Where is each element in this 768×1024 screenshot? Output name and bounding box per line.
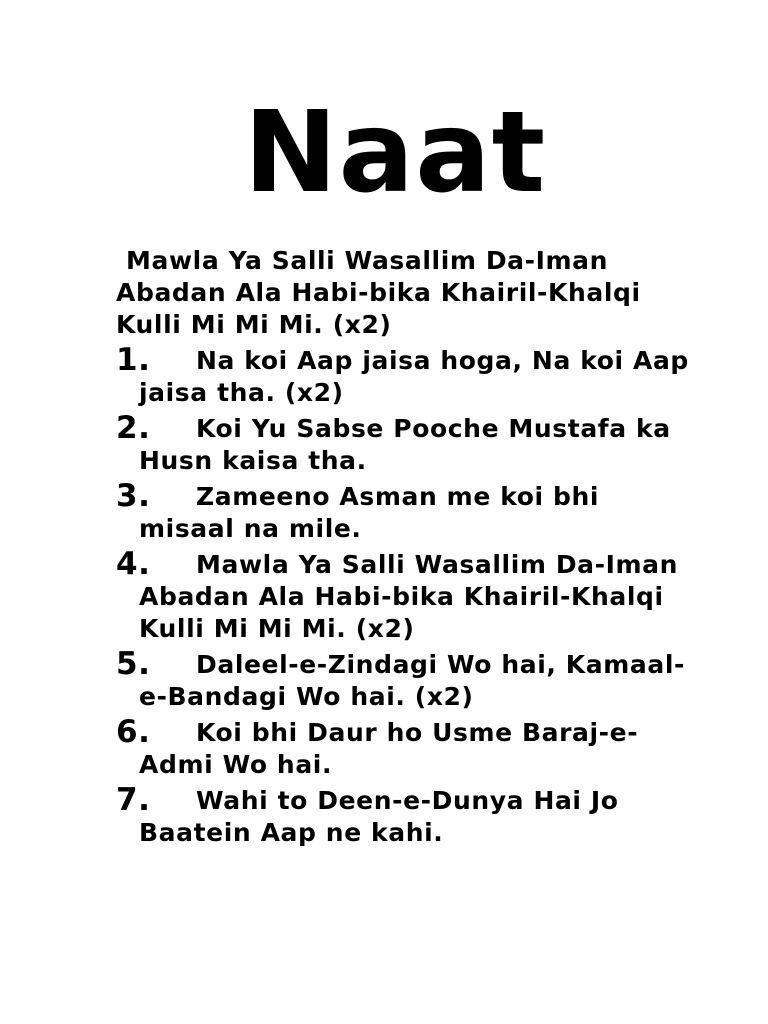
verse-text: Koi Yu Sabse Pooche Mustafa ka Husn kaisa tha. [139, 414, 671, 475]
list-item [116, 342, 696, 409]
verse-text: Zameeno Asman me koi bhi misaal na mile. [139, 482, 600, 543]
verse-number: 4. [116, 546, 151, 582]
list-item [116, 478, 696, 545]
document-body [116, 245, 696, 849]
verse-number: 5. [116, 646, 151, 682]
verse-number: 3. [116, 478, 151, 514]
verse-number: 7. [116, 782, 151, 818]
list-item [116, 646, 696, 713]
verse-number: 2. [116, 410, 151, 446]
list-item [116, 782, 696, 849]
document-title: Naat [243, 88, 547, 218]
verse-number: 6. [116, 714, 151, 750]
verse-text: Koi bhi Daur ho Usme Baraj-e-Admi Wo hai. [139, 718, 639, 779]
verse-text: Na koi Aap jaisa hoga, Na koi Aap jaisa tha. (x2) [139, 346, 689, 407]
verse-text: Mawla Ya Salli Wasallim Da-Iman Abadan Ala Habi-bika Khairil-Khalqi Kulli Mi Mi Mi. (x2) [139, 550, 679, 643]
verse-text: Daleel-e-Zindagi Wo hai, Kamaal-e-Bandagi Wo hai. (x2) [139, 650, 685, 711]
verse-text: Wahi to Deen-e-Dunya Hai Jo Baatein Aap ne kahi. [139, 786, 619, 847]
verse-number: 1. [116, 342, 151, 378]
intro-paragraph [116, 245, 696, 341]
list-item [116, 714, 696, 781]
intro-text: Mawla Ya Salli Wasallim Da-Iman Abadan Ala Habi-bika Khairil-Khalqi Kulli Mi Mi Mi. (x2) [116, 246, 641, 339]
verse-list [116, 342, 696, 849]
list-item [116, 410, 696, 477]
list-item [116, 546, 696, 645]
